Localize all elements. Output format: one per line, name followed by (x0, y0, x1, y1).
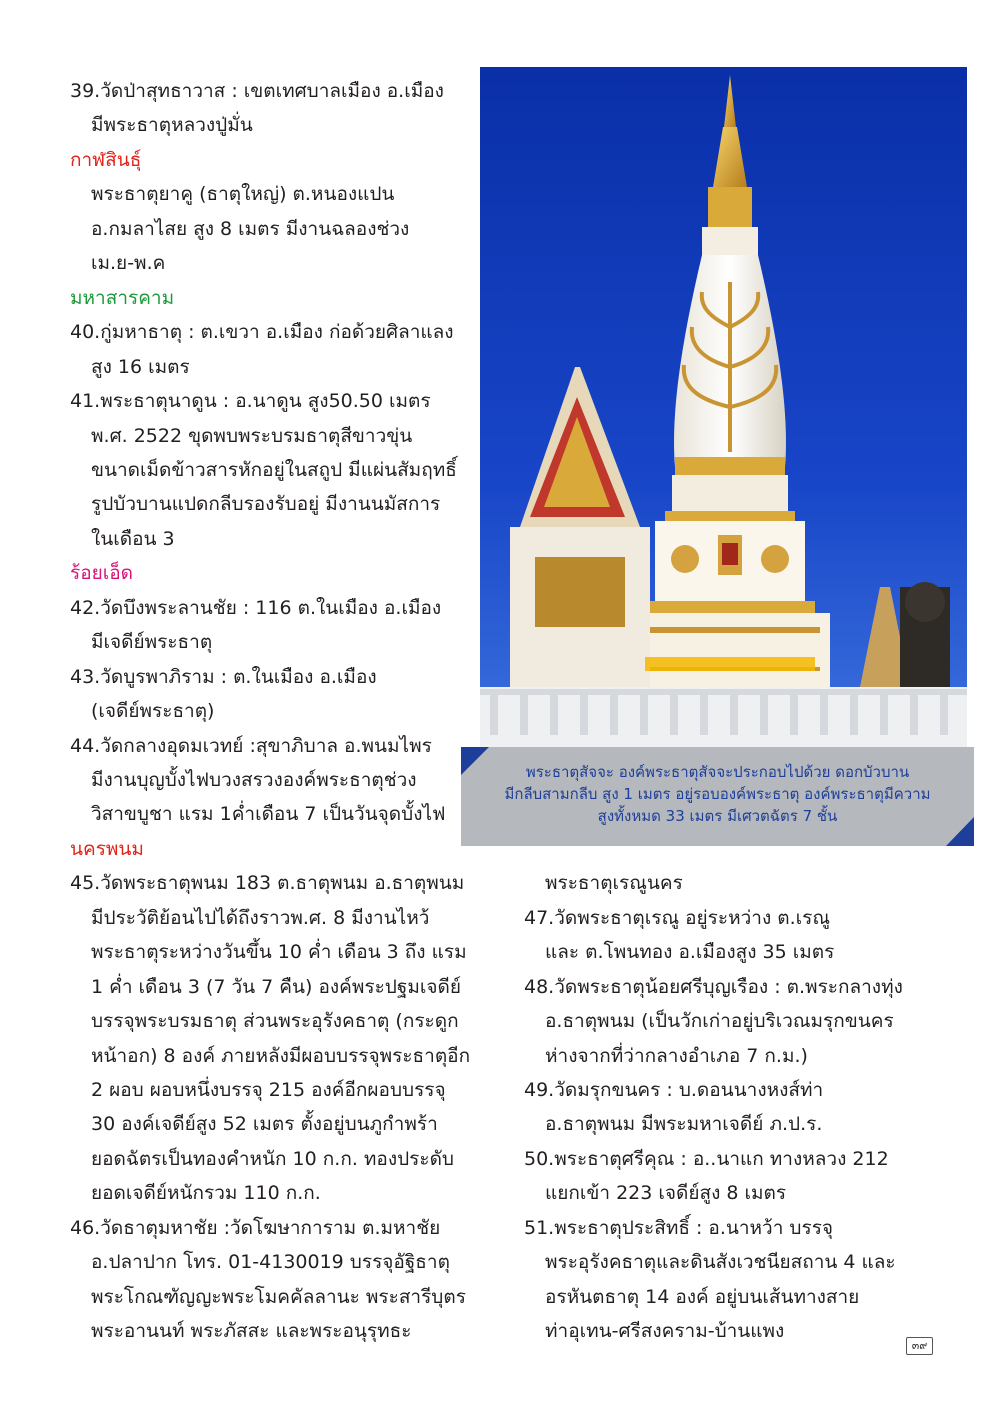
entry-47-line-1: 47.วัดพระธาตุเรณู อยู่ระหว่าง ต.เรณู (524, 907, 830, 929)
kalasin-line-2: อ.กมลาไสย สูง 8 เมตร มีงานฉลองช่วง (91, 218, 410, 240)
renu-nakhon-continuation: พระธาตุเรณูนคร (545, 872, 683, 894)
caption-line-2: มีกลีบสามกลีบ สูง 1 เมตร อยู่รอบองค์พระธาตุ องค์พระธาตุมีความ (504, 785, 931, 803)
entry-46-line-3: พระโกณฑัญญะพระโมคคัลลานะ พระสารีบุตร (91, 1286, 466, 1308)
province-heading-mahasarakham: มหาสารคาม (70, 287, 175, 309)
entry-46-line-1: 46.วัดธาตุมหาชัย :วัดโฆษาการาม ต.มหาชัย (70, 1217, 441, 1239)
entry-45-line-10: ยอดเจดีย์หนักรวม 110 ก.ก. (91, 1182, 321, 1204)
entry-50-line-1: 50.พระธาตุศรีคุณ : อ..นาแก ทางหลวง 212 (524, 1148, 889, 1170)
entry-45-line-3: พระธาตุระหว่างวันขึ้น 10 ค่ำ เดือน 3 ถึง แรม (91, 941, 467, 963)
stupa-illustration (480, 67, 967, 763)
entry-46-line-4: พระอานนท์ พระภัสสะ และพระอนุรุทธะ (91, 1320, 412, 1342)
entry-45-line-4: 1 ค่ำ เดือน 3 (7 วัน 7 คืน) องค์พระปฐมเจดีย์ (91, 976, 461, 998)
entry-48-line-3: ห่างจากที่ว่ากลางอำเภอ 7 ก.ม.) (545, 1045, 808, 1067)
entry-41-line-5: ในเดือน 3 (91, 528, 175, 550)
entry-44-line-3: วิสาขบูชา แรม 1ค่ำเดือน 7 เป็นวันจุดบั้งไฟ (91, 803, 446, 825)
entry-44-line-2: มีงานบุญบั้งไฟบวงสรวงองค์พระธาตุช่วง (91, 769, 417, 791)
entry-41-line-1: 41.พระธาตุนาดูน : อ.นาดูน สูง50.50 เมตร (70, 390, 431, 412)
province-heading-roiet: ร้อยเอ็ด (70, 562, 133, 584)
photo-caption (461, 747, 974, 846)
caption-line-1: พระธาตุสัจจะ องค์พระธาตุสัจจะประกอบไปด้วย ดอกบัวบาน (525, 763, 910, 781)
entry-39-line-2: มีพระธาตุหลวงปู่มั่น (91, 114, 253, 136)
entry-43-line-2: (เจดีย์พระธาตุ) (91, 700, 215, 722)
entry-41-line-4: รูปบัวบานแปดกลีบรองรับอยู่ มีงานนมัสการ (91, 493, 441, 515)
entry-51-line-2: พระอุรังคธาตุและดินสังเวชนียสถาน 4 และ (545, 1251, 896, 1273)
province-heading-kalasin: กาฬสินธุ์ (70, 149, 142, 171)
province-heading-nakhonphanom: นครพนม (70, 838, 144, 860)
entry-46-line-2: อ.ปลาปาก โทร. 01-4130019 บรรจุอัฐิธาตุ (91, 1251, 450, 1273)
page-number: ๓๙ (906, 1337, 933, 1355)
entry-41-line-3: ขนาดเม็ดข้าวสารหักอยู่ในสถูป มีแผ่นสัมฤทธิ์ (91, 459, 457, 481)
entry-41-line-2: พ.ศ. 2522 ขุดพบพระบรมธาตุสีขาวขุ่น (91, 425, 413, 447)
entry-50-line-2: แยกเข้า 223 เจดีย์สูง 8 เมตร (545, 1182, 787, 1204)
entry-42-line-2: มีเจดีย์พระธาตุ (91, 631, 213, 653)
entry-51-line-3: อรหันตธาตุ 14 องค์ อยู่บนเส้นทางสาย (545, 1286, 860, 1308)
stupa-photo (480, 67, 967, 763)
entry-45-line-8: 30 องค์เจดีย์สูง 52 เมตร ตั้งอยู่บนภูกำพร้า (91, 1113, 438, 1135)
caption-line-3: สูงทั้งหมด 33 เมตร มีเศวตฉัตร 7 ชั้น (597, 807, 838, 825)
entry-49-line-2: อ.ธาตุพนม มีพระมหาเจดีย์ ภ.ป.ร. (545, 1113, 823, 1135)
entry-51-line-1: 51.พระธาตุประสิทธิ์ : อ.นาหว้า บรรจุ (524, 1217, 834, 1239)
entry-44-line-1: 44.วัดกลางอุดมเวทย์ :สุขาภิบาล อ.พนมไพร (70, 735, 432, 757)
entry-42-line-1: 42.วัดบึงพระลานชัย : 116 ต.ในเมือง อ.เมือง (70, 597, 442, 619)
entry-40-line-1: 40.กู่มหาธาตุ : ต.เขวา อ.เมือง ก่อด้วยศิลาแลง (70, 321, 454, 343)
entry-51-line-4: ท่าอุเทน-ศรีสงคราม-บ้านแพง (545, 1320, 785, 1342)
kalasin-line-3: เม.ย-พ.ค (91, 252, 166, 274)
entry-48-line-1: 48.วัดพระธาตุน้อยศรีบุญเรือง : ต.พระกลางทุ่ง (524, 976, 903, 998)
entry-45-line-7: 2 ผอบ ผอบหนึ่งบรรจุ 215 องค์อีกผอบบรรจุ (91, 1079, 446, 1101)
kalasin-line-1: พระธาตุยาคู (ธาตุใหญ่) ต.หนองแปน (91, 183, 395, 205)
entry-45-line-2: มีประวัติย้อนไปได้ถึงราวพ.ศ. 8 มีงานไหว้ (91, 907, 430, 929)
entry-47-line-2: และ ต.โพนทอง อ.เมืองสูง 35 เมตร (545, 941, 835, 963)
entry-45-line-1: 45.วัดพระธาตุพนม 183 ต.ธาตุพนม อ.ธาตุพนม (70, 872, 465, 894)
entry-40-line-2: สูง 16 เมตร (91, 356, 190, 378)
entry-45-line-5: บรรจุพระบรมธาตุ ส่วนพระอุรังคธาตุ (กระดูก (91, 1010, 459, 1032)
entry-45-line-9: ยอดฉัตรเป็นทองคำหนัก 10 ก.ก. ทองประดับ (91, 1148, 454, 1170)
entry-43-line-1: 43.วัดบูรพาภิราม : ต.ในเมือง อ.เมือง (70, 666, 377, 688)
entry-48-line-2: อ.ธาตุพนม (เป็นวักเก่าอยู่บริเวณมรุกขนคร (545, 1010, 894, 1032)
entry-49-line-1: 49.วัดมรุกขนคร : บ.ดอนนางหงส์ท่า (524, 1079, 824, 1101)
entry-39-line-1: 39.วัดป่าสุทธาวาส : เขตเทศบาลเมือง อ.เมือง (70, 80, 444, 102)
entry-45-line-6: หน้าอก) 8 องค์ ภายหลังมีผอบบรรจุพระธาตุอีก (91, 1045, 471, 1067)
